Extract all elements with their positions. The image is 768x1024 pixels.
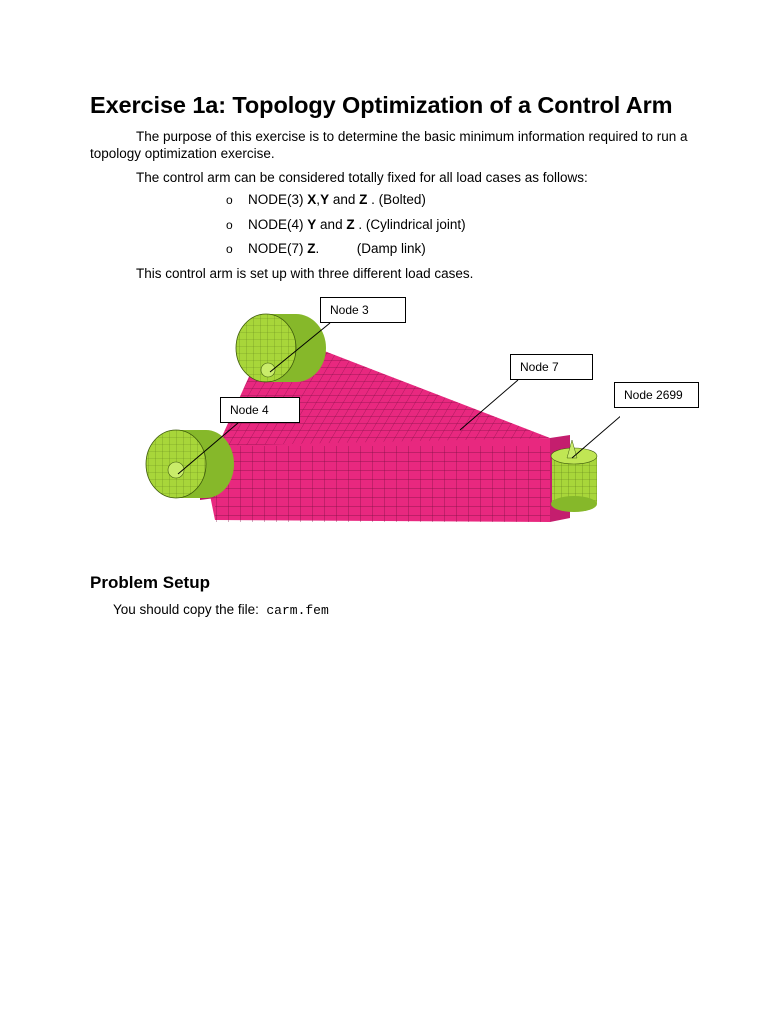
constraint-note: . (Bolted): [367, 192, 426, 207]
constraint-item: [226, 241, 426, 256]
callout-node-7: Node 7: [510, 354, 593, 380]
dof-sep: and: [329, 192, 360, 207]
constraint-item: [226, 192, 426, 207]
dof-y: Y: [320, 192, 330, 207]
file-name: carm.fem: [266, 603, 329, 618]
dof-z: Z: [346, 217, 355, 232]
dof-y: Y: [307, 217, 317, 232]
constraint-node: NODE(3): [248, 192, 304, 207]
constraint-node: NODE(7): [248, 241, 304, 256]
fixed-intro-paragraph: The control arm can be considered totally fixed for all load cases as follows:: [136, 170, 588, 185]
copy-text: You should copy the file:: [113, 602, 259, 617]
dof-z: Z: [307, 241, 316, 256]
callout-node-4: Node 4: [220, 397, 300, 423]
dof-sep: ,: [316, 192, 321, 207]
control-arm-figure: [120, 290, 620, 530]
dof-sep: and: [316, 217, 347, 232]
bushing-node-3: [236, 314, 326, 382]
dof-x: X: [307, 192, 317, 207]
constraint-item: [226, 217, 466, 232]
section-heading: Problem Setup: [90, 573, 210, 592]
bullet-marker: o: [226, 218, 233, 232]
dof-z: Z: [359, 192, 368, 207]
bushing-node-2699: [551, 440, 597, 512]
page-title: Exercise 1a: Topology Optimization of a Control Arm: [90, 92, 673, 118]
bullet-marker: o: [226, 242, 233, 256]
constraint-note: . (Damp link): [315, 241, 426, 256]
copy-instruction: [113, 601, 329, 619]
load-cases-paragraph: This control arm is set up with three different load cases.: [136, 266, 474, 281]
bullet-marker: o: [226, 193, 233, 207]
callout-node-2699: Node 2699: [614, 382, 699, 408]
callout-node-3: Node 3: [320, 297, 406, 323]
intro-paragraph: The purpose of this exercise is to determine the basic minimum information required to run a topology optimization exercise.: [90, 129, 688, 161]
constraint-note: . (Cylindrical joint): [354, 217, 466, 232]
constraint-node: NODE(4): [248, 217, 304, 232]
